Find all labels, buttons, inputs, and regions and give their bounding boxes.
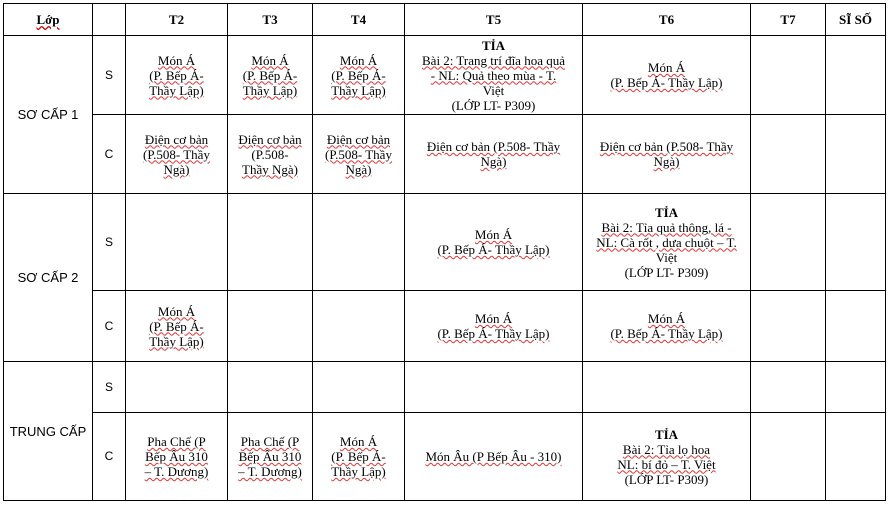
- cell-line: Pha Chế (P: [147, 434, 206, 449]
- cell-line: Món Á: [251, 52, 289, 68]
- cell-line: NL: Cà rốt , dưa chuột – T.: [596, 234, 737, 250]
- cell-line: Bếp Âu 310: [238, 449, 302, 464]
- cell-line: Điện cơ bản: [326, 131, 391, 147]
- header-session: [93, 4, 126, 36]
- cell-line: (P. Bếp Á-: [149, 318, 204, 334]
- schedule-cell: [313, 194, 405, 291]
- cell-line: (P. Bếp Á-: [331, 67, 386, 83]
- cell-line: (P.508- Thầy: [325, 146, 392, 162]
- schedule-cell: [228, 194, 313, 291]
- cell-line: (P. Bếp Á-: [331, 449, 386, 464]
- schedule-cell: [313, 115, 405, 194]
- schedule-cell: [405, 36, 583, 115]
- class-name: SƠ CẤP 1: [4, 36, 93, 194]
- class-name: TRUNG CẤP: [4, 362, 93, 501]
- cell-line: (LỚP LT- P309): [624, 471, 709, 487]
- header-day-t7: T7: [751, 4, 826, 36]
- cell-line: (P. Bếp Á- Thầy Lập): [437, 242, 550, 257]
- cell-title: TỈA: [654, 426, 679, 442]
- schedule-cell: [313, 36, 405, 115]
- class-session-row: [4, 115, 886, 194]
- cell-line: Thầy Lập): [149, 333, 204, 349]
- schedule-cell: [126, 291, 228, 362]
- schedule-cell: [126, 413, 228, 501]
- cell-line: Món Á: [647, 60, 686, 75]
- cell-line: Ngà): [480, 154, 507, 169]
- cell-line: (P. Bếp Á- Thầy Lập): [437, 326, 550, 341]
- header-lop: Lớp: [4, 4, 93, 36]
- cell-line: Món Á: [474, 227, 513, 242]
- cell-line: Món Á: [157, 52, 196, 68]
- session-label: S: [93, 194, 126, 291]
- cell-line: Việt: [482, 82, 505, 98]
- cell-line: Ngà): [345, 161, 372, 177]
- schedule-cell: [583, 115, 751, 194]
- schedule-cell: [751, 36, 826, 115]
- si-so-cell: [826, 291, 886, 362]
- si-so-cell: [826, 36, 886, 115]
- class-session-row: [4, 291, 886, 362]
- cell-line: Món Á: [339, 52, 378, 68]
- cell-line: Món Á: [474, 311, 513, 326]
- cell-line: Thầy Lập): [242, 82, 298, 98]
- schedule-cell: [751, 362, 826, 413]
- header-day-t3: T3: [228, 4, 313, 36]
- schedule-cell: [228, 413, 313, 501]
- schedule-cell: [751, 413, 826, 501]
- cell-line: (P.508- Thầy: [143, 146, 210, 162]
- cell-line: – T. Dương): [238, 464, 302, 479]
- cell-line: Bài 2: Tỉa quả thông, lá -: [601, 219, 732, 235]
- schedule-cell: [583, 362, 751, 413]
- cell-line: Thầy Lập): [331, 464, 386, 479]
- schedule-cell: [228, 291, 313, 362]
- cell-line: Ngà): [653, 154, 680, 169]
- schedule-cell: [126, 362, 228, 413]
- cell-line: Món Á: [339, 434, 378, 449]
- schedule-cell: [405, 115, 583, 194]
- schedule-cell: [126, 36, 228, 115]
- header-day-t6: T6: [583, 4, 751, 36]
- cell-line: Việt: [655, 249, 678, 265]
- schedule-cell: [228, 362, 313, 413]
- cell-line: Điện cơ bản (P.508- Thầy: [426, 139, 561, 154]
- schedule-cell: [751, 291, 826, 362]
- cell-line: – T. Dương): [144, 464, 209, 479]
- cell-line: Ngà): [163, 161, 190, 177]
- si-so-cell: [826, 115, 886, 194]
- cell-line: Thầy Lập): [331, 82, 386, 98]
- schedule-cell: [126, 194, 228, 291]
- cell-line: (P. Bếp Á- Thầy Lập): [610, 75, 723, 90]
- schedule-cell: [228, 115, 313, 194]
- cell-line: Món Âu (P Bếp Âu - 310): [425, 449, 562, 464]
- schedule-cell: [313, 291, 405, 362]
- cell-line: Bài 2: Trang trí đĩa hoa quả: [422, 52, 565, 68]
- schedule-cell: [313, 362, 405, 413]
- header-day-t2: T2: [126, 4, 228, 36]
- header-day-t4: T4: [313, 4, 405, 36]
- cell-line: (LỚP LT- P309): [624, 264, 709, 280]
- cell-line: Bài 2: Tỉa lọ hoa: [622, 441, 711, 457]
- session-label: S: [93, 36, 126, 115]
- cell-line: (P. Bếp Á-: [242, 67, 298, 83]
- header-day-t5: T5: [405, 4, 583, 36]
- cell-line: (P. Bếp Á- Thầy Lập): [610, 326, 723, 341]
- session-label: S: [93, 362, 126, 413]
- schedule-cell: [313, 413, 405, 501]
- cell-line: Thầy Ngà): [242, 161, 298, 177]
- schedule-cell: [751, 194, 826, 291]
- cell-line: - NL: Quả theo mùa - T.: [430, 67, 557, 83]
- cell-line: (P.508-: [251, 146, 289, 162]
- class-session-row: [4, 194, 886, 291]
- class-name: SƠ CẤP 2: [4, 194, 93, 362]
- session-label: C: [93, 413, 126, 501]
- cell-line: (P. Bếp Á-: [149, 67, 204, 83]
- cell-line: Thầy Lập): [149, 82, 204, 98]
- class-session-row: [4, 36, 886, 115]
- session-label: C: [93, 115, 126, 194]
- si-so-cell: [826, 194, 886, 291]
- cell-line: Món Á: [157, 303, 196, 319]
- schedule-cell: [405, 413, 583, 501]
- cell-title: TỈA: [481, 37, 506, 53]
- schedule-cell: [405, 362, 583, 413]
- timetable: [3, 3, 886, 501]
- schedule-cell: [583, 194, 751, 291]
- cell-line: Bếp Âu 310: [145, 449, 208, 464]
- cell-line: Món Á: [647, 311, 686, 326]
- session-label: C: [93, 291, 126, 362]
- cell-title: TỈA: [654, 204, 679, 220]
- class-session-row: [4, 413, 886, 501]
- schedule-cell: [751, 115, 826, 194]
- si-so-cell: [826, 413, 886, 501]
- schedule-cell: [583, 291, 751, 362]
- class-session-row: [4, 362, 886, 413]
- schedule-cell: [583, 413, 751, 501]
- cell-line: (LỚP LT- P309): [451, 97, 536, 113]
- cell-line: Điện cơ bản (P.508- Thầy: [599, 139, 734, 154]
- cell-line: Pha Chế (P: [240, 434, 300, 449]
- schedule-cell: [405, 291, 583, 362]
- schedule-cell: [126, 115, 228, 194]
- schedule-cell: [583, 36, 751, 115]
- schedule-cell: [405, 194, 583, 291]
- cell-line: Điện cơ bản: [238, 131, 302, 147]
- header-si-so: SĨ SỐ: [826, 4, 886, 36]
- cell-line: Điện cơ bản: [144, 131, 209, 147]
- si-so-cell: [826, 362, 886, 413]
- header-row: [4, 4, 886, 36]
- cell-line: NL: bí đỏ – T. Việt: [617, 456, 716, 472]
- schedule-cell: [228, 36, 313, 115]
